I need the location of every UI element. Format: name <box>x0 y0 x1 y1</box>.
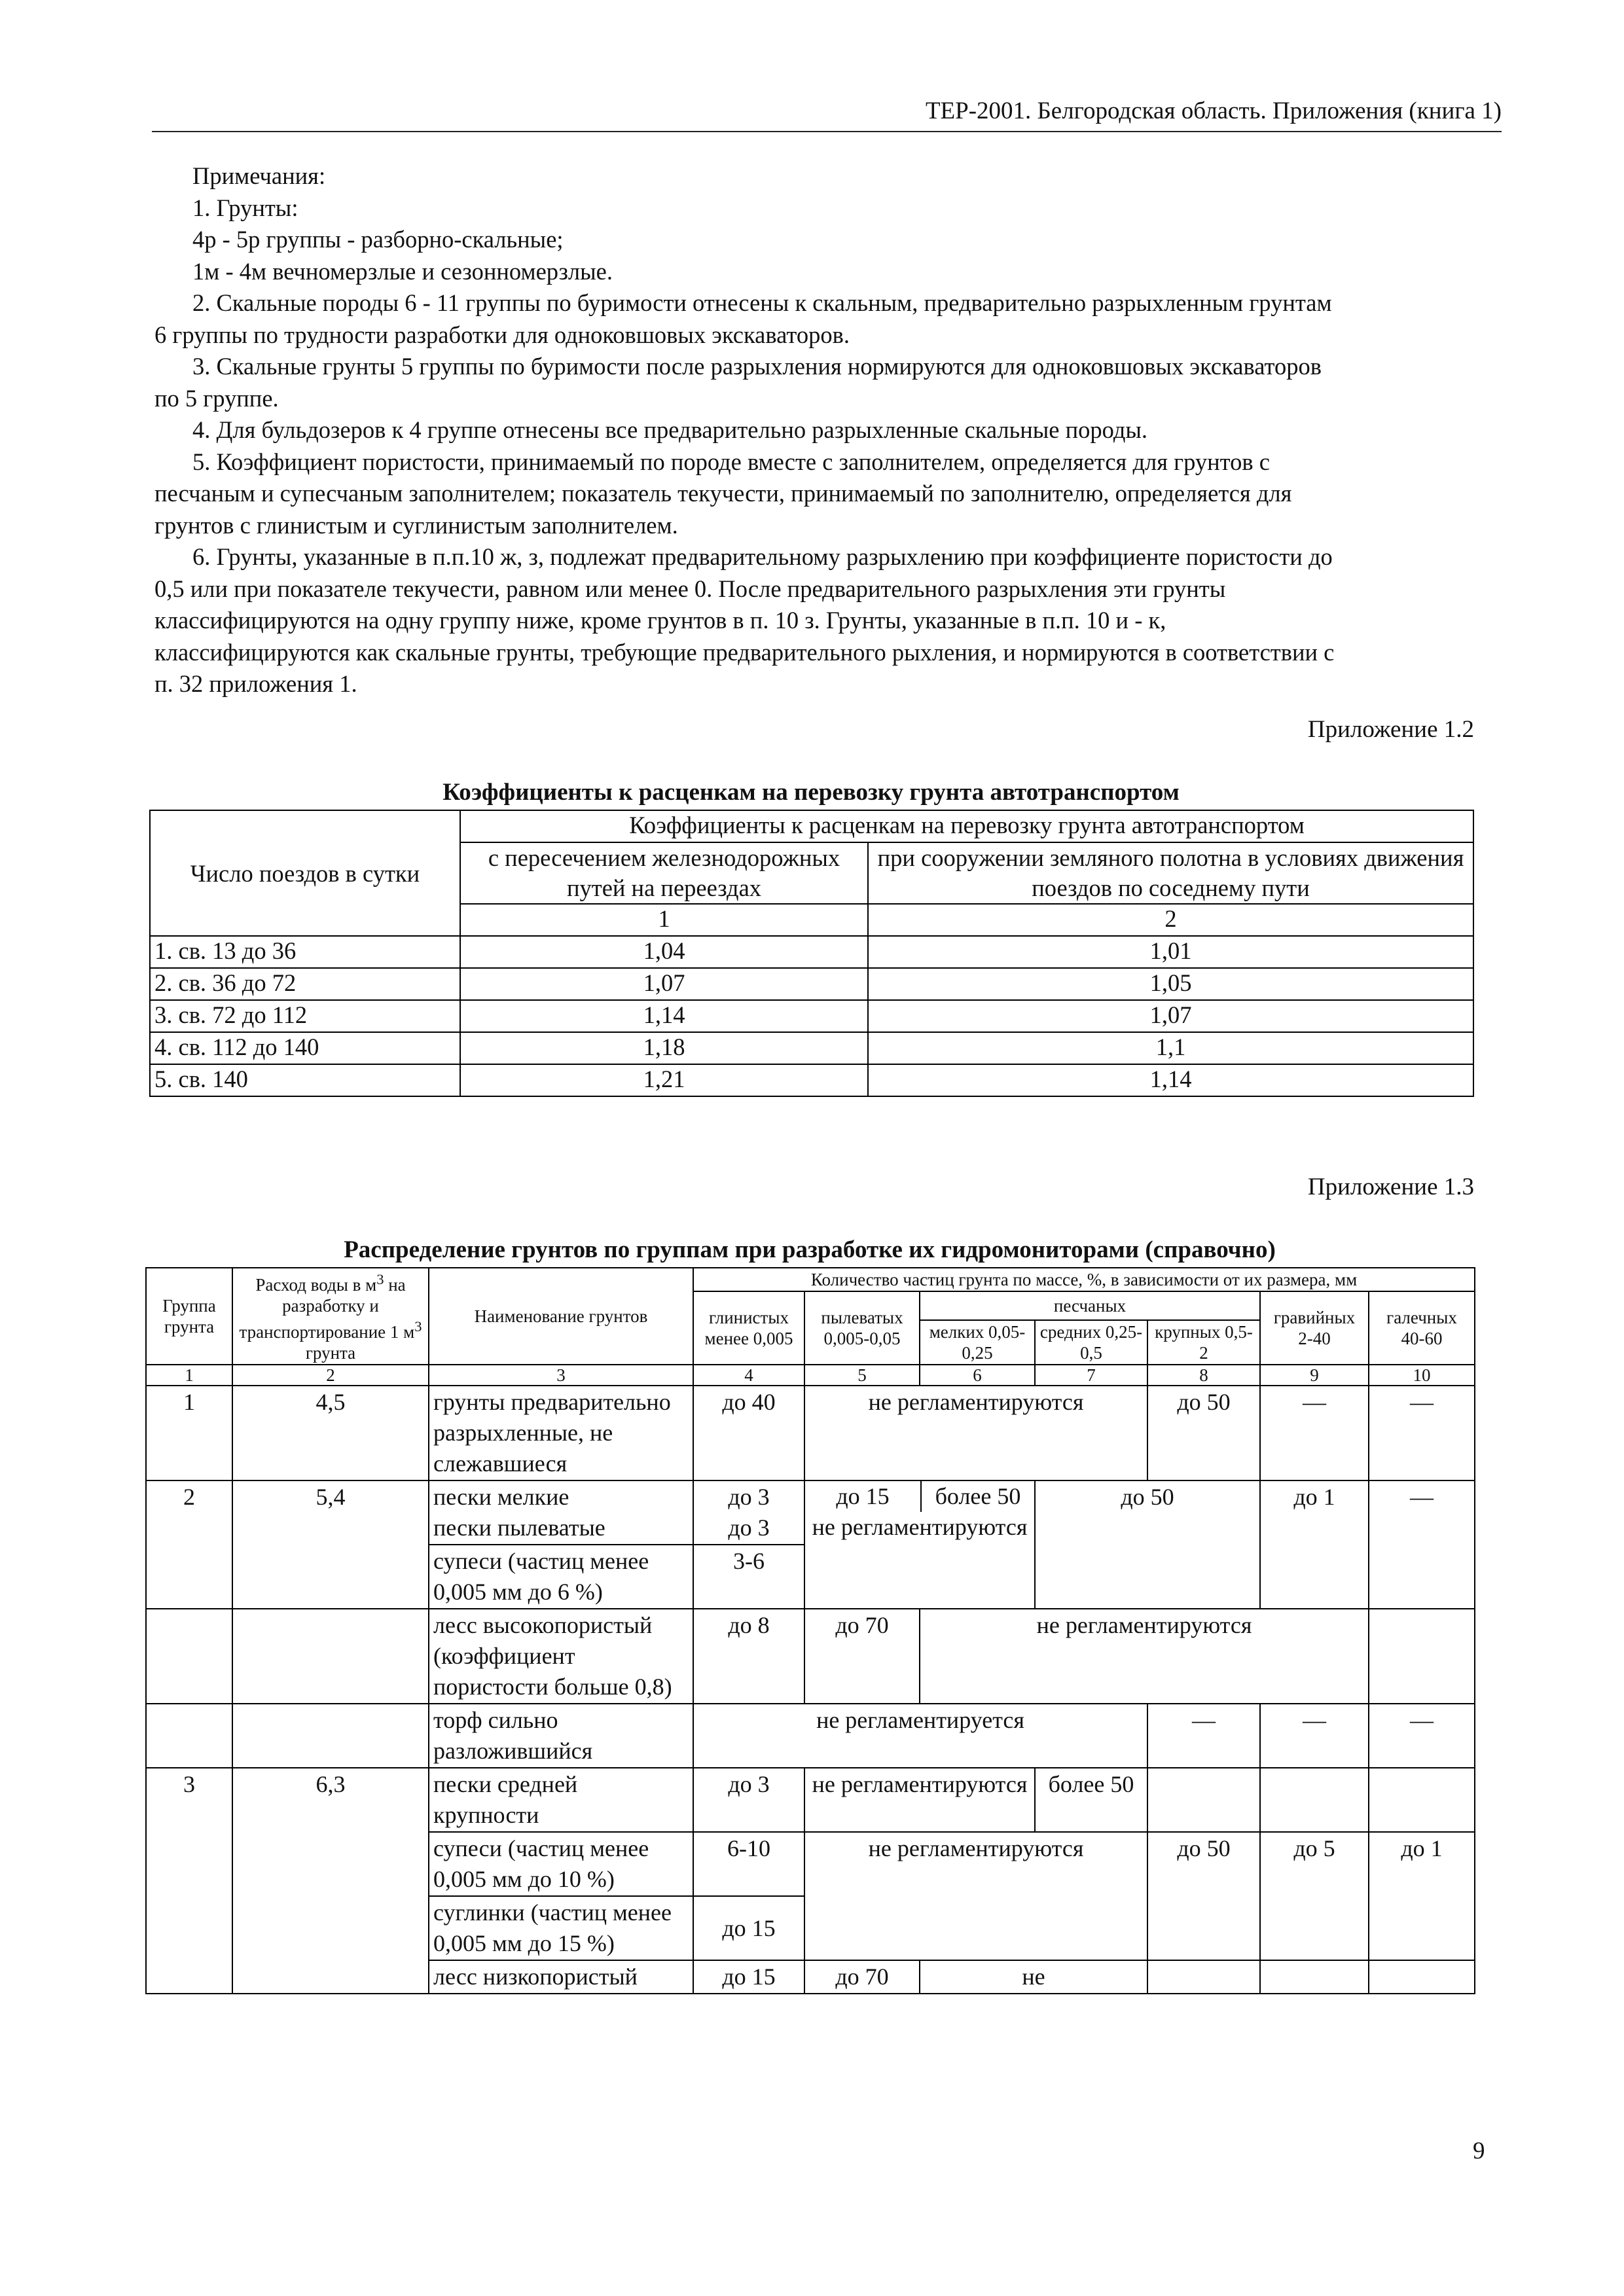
cell-name: супеси (частиц менее 0,005 мм до 10 %) <box>429 1832 693 1896</box>
cell-value: 1,18 <box>460 1032 868 1064</box>
cell-name: пески мелкие пески пылеватые <box>429 1480 693 1545</box>
cell-water: 5,4 <box>232 1480 429 1609</box>
cell-pebble: — <box>1369 1704 1475 1768</box>
row-label: 2. св. 36 до 72 <box>150 968 460 1000</box>
page-number: 9 <box>1473 2138 1485 2164</box>
table-title-1-2: Коэффициенты к расценкам на перевозку грунта автотранспортом <box>442 779 1180 806</box>
cell-value: 1,14 <box>868 1064 1473 1096</box>
table-row <box>146 1386 1475 1480</box>
col-header-trains: Число поездов в сутки <box>150 810 460 936</box>
running-header: ТЕР-2001. Белгородская область. Приложения (книга 1) <box>152 97 1502 132</box>
cell-coarse: до 50 <box>1147 1832 1260 1960</box>
cell-value: 1,1 <box>868 1032 1473 1064</box>
col-number: 9 <box>1260 1365 1369 1386</box>
cell-value: 1,07 <box>460 968 868 1000</box>
col-number: 2 <box>868 904 1473 936</box>
table-row <box>146 1480 1475 1545</box>
col-number: 6 <box>920 1365 1035 1386</box>
cell-merged: не регламентируются <box>804 1832 1147 1960</box>
col-header-dust: пылеватых 0,005-0,05 <box>804 1291 920 1365</box>
col-header-sand: песчаных <box>920 1291 1260 1320</box>
col-number: 2 <box>232 1365 429 1386</box>
cell-group: 3 <box>146 1768 232 1994</box>
note-line: 3. Скальные грунты 5 группы по буримости после разрыхления нормируются для одноковшовых экскаваторов <box>192 353 1322 380</box>
note-line: классифицируются на одну группу ниже, кроме грунтов в п. 10 з. Грунты, указанные в п.п. 10 и - к, <box>154 607 1166 634</box>
cell-value: 1,07 <box>868 1000 1473 1032</box>
note-line: песчаным и супесчаным заполнителем; показатель текучести, принимаемый по заполнителю, определяется для <box>154 480 1292 507</box>
cell-name: пески средней крупности <box>429 1768 693 1832</box>
cell-name: лесс низкопористый <box>429 1960 693 1994</box>
cell-coarse: — <box>1147 1704 1260 1768</box>
row-label: 1. св. 13 до 36 <box>150 936 460 968</box>
col-header-water: Расход воды в $м^3$ на разработку и транспортирование 1 $м^3$ грунта <box>232 1268 429 1365</box>
note-line: 4. Для бульдозеров к 4 группе отнесены все предварительно разрыхленные скальные породы. <box>192 416 1148 443</box>
col-header-pebble: галечных 40-60 <box>1369 1291 1475 1365</box>
cell-clay: до 15 <box>693 1896 804 1960</box>
table-row <box>146 1609 1475 1704</box>
cell-clay: 6-10 <box>693 1832 804 1896</box>
cell-coarse: до 50 <box>1147 1386 1260 1480</box>
col-header-fine: мелких 0,05-0,25 <box>920 1320 1035 1365</box>
note-line: п. 32 приложения 1. <box>154 670 357 697</box>
cell-value: 1,05 <box>868 968 1473 1000</box>
cell-name: торф сильно разложившийся <box>429 1704 693 1768</box>
table-row <box>146 1768 1475 1832</box>
note-line: 6. Грунты, указанные в п.п.10 ж, з, подлежат предварительному разрыхлению при коэффициенте пористости до <box>192 543 1333 570</box>
cell-name: супеси (частиц менее 0,005 мм до 6 %) <box>429 1545 693 1609</box>
cell-merged: не регламентируются <box>804 1768 1035 1832</box>
cell-medium-coarse: до 50 <box>1035 1480 1260 1609</box>
hydromonitor-table <box>145 1267 1475 1994</box>
table-row <box>146 1704 1475 1768</box>
note-line: 1. Грунты: <box>192 194 298 221</box>
cell-clay: до 3 до 3 <box>693 1480 804 1545</box>
col-header-coarse: крупных 0,5-2 <box>1147 1320 1260 1365</box>
cell-clay: 3-6 <box>693 1545 804 1609</box>
cell-value: 1,01 <box>868 936 1473 968</box>
notes-heading: Примечания: <box>192 162 326 189</box>
cell-value: 1,14 <box>460 1000 868 1032</box>
cell-name: лесс высокопористый (коэффициент пористости больше 0,8) <box>429 1609 693 1704</box>
row-label: 3. св. 72 до 112 <box>150 1000 460 1032</box>
col-number: 1 <box>460 904 868 936</box>
note-line: 6 группы по трудности разработки для одноковшовых экскаваторов. <box>154 321 850 348</box>
note-line: 1м - 4м вечномерзлые и сезонномерзлые. <box>192 257 613 285</box>
cell-name: суглинки (частиц менее 0,005 мм до 15 %) <box>429 1896 693 1960</box>
cell-medium: более 50 <box>1035 1768 1147 1832</box>
cell-gravel: — <box>1260 1386 1369 1480</box>
cell-group: 2 <box>146 1480 232 1609</box>
col-header-medium: средних 0,25-0,5 <box>1035 1320 1147 1365</box>
row-label: 5. св. 140 <box>150 1064 460 1096</box>
col-number: 7 <box>1035 1365 1147 1386</box>
note-line: классифицируются как скальные грунты, требующие предварительного рыхления, и нормируются в соответствии с <box>154 638 1335 666</box>
row-label: 4. св. 112 до 140 <box>150 1032 460 1064</box>
cell-clay: до 15 <box>693 1960 804 1994</box>
col-header-name: Наименование грунтов <box>429 1268 693 1365</box>
note-line: 0,5 или при показателе текучести, равном или менее 0. После предварительного разрыхления эти грунты <box>154 575 1226 602</box>
cell-clay: до 40 <box>693 1386 804 1480</box>
table-row <box>150 1032 1473 1064</box>
cell-gravel: — <box>1260 1704 1369 1768</box>
notes-section <box>154 160 1502 700</box>
cell-merged: не <box>920 1960 1147 1994</box>
coefficients-table <box>149 810 1474 1097</box>
cell-water: 6,3 <box>232 1768 429 1994</box>
col-number: 8 <box>1147 1365 1260 1386</box>
cell-merged: не регламентируются <box>804 1386 1147 1480</box>
cell-water: 4,5 <box>232 1386 429 1480</box>
cell-gravel: до 1 <box>1260 1480 1369 1609</box>
col-number: 5 <box>804 1365 920 1386</box>
cell-name: грунты предварительно разрыхленные, не слежавшиеся <box>429 1386 693 1480</box>
cell-merged: не регламентируется <box>693 1704 1147 1768</box>
table-row <box>150 936 1473 968</box>
cell-pebble: — <box>1369 1386 1475 1480</box>
col-number: 3 <box>429 1365 693 1386</box>
table-title-1-3: Распределение грунтов по группам при разработке их гидромониторами (справочно) <box>344 1236 1276 1263</box>
cell-gravel: до 5 <box>1260 1832 1369 1960</box>
table-row <box>150 1000 1473 1032</box>
cell-dust-fine: до 15 более 50 не регламентируются <box>804 1480 1035 1609</box>
note-line: по 5 группе. <box>154 384 279 412</box>
note-line: 2. Скальные породы 6 - 11 группы по буримости отнесены к скальным, предварительно разрыхленным грунтам <box>192 289 1332 316</box>
col-number: 1 <box>146 1365 232 1386</box>
cell-merged: не регламентируются <box>920 1609 1369 1704</box>
col-header-1: с пересечением железнодорожных путей на переездах <box>460 842 868 904</box>
cell-value: 1,21 <box>460 1064 868 1096</box>
cell-pebble: — <box>1369 1480 1475 1609</box>
note-line: 4р - 5р группы - разборно-скальные; <box>192 226 564 253</box>
col-header-particles: Количество частиц грунта по массе, %, в зависимости от их размера, мм <box>693 1268 1475 1291</box>
col-number: 4 <box>693 1365 804 1386</box>
col-number: 10 <box>1369 1365 1475 1386</box>
col-header-2: при сооружении земляного полотна в условиях движения поездов по соседнему пути <box>868 842 1473 904</box>
col-header-clay: глинистых менее 0,005 <box>693 1291 804 1365</box>
appendix-label-1-2: Приложение 1.2 <box>1307 716 1474 743</box>
cell-clay: до 3 <box>693 1768 804 1832</box>
cell-pebble: до 1 <box>1369 1832 1475 1960</box>
note-line: грунтов с глинистым и суглинистым заполнителем. <box>154 511 678 539</box>
cell-dust: до 70 <box>804 1609 920 1704</box>
cell-group: 1 <box>146 1386 232 1480</box>
col-header-gravel: гравийных 2-40 <box>1260 1291 1369 1365</box>
table-row <box>150 968 1473 1000</box>
col-header-group: Группа грунта <box>146 1268 232 1365</box>
cell-value: 1,04 <box>460 936 868 968</box>
note-line: 5. Коэффициент пористости, принимаемый по породе вместе с заполнителем, определяется для грунтов с <box>192 448 1270 475</box>
cell-clay: до 8 <box>693 1609 804 1704</box>
cell-dust: до 70 <box>804 1960 920 1994</box>
appendix-label-1-3: Приложение 1.3 <box>1307 1174 1474 1200</box>
table-row <box>150 1064 1473 1096</box>
col-header-group: Коэффициенты к расценкам на перевозку грунта автотранспортом <box>460 810 1473 842</box>
